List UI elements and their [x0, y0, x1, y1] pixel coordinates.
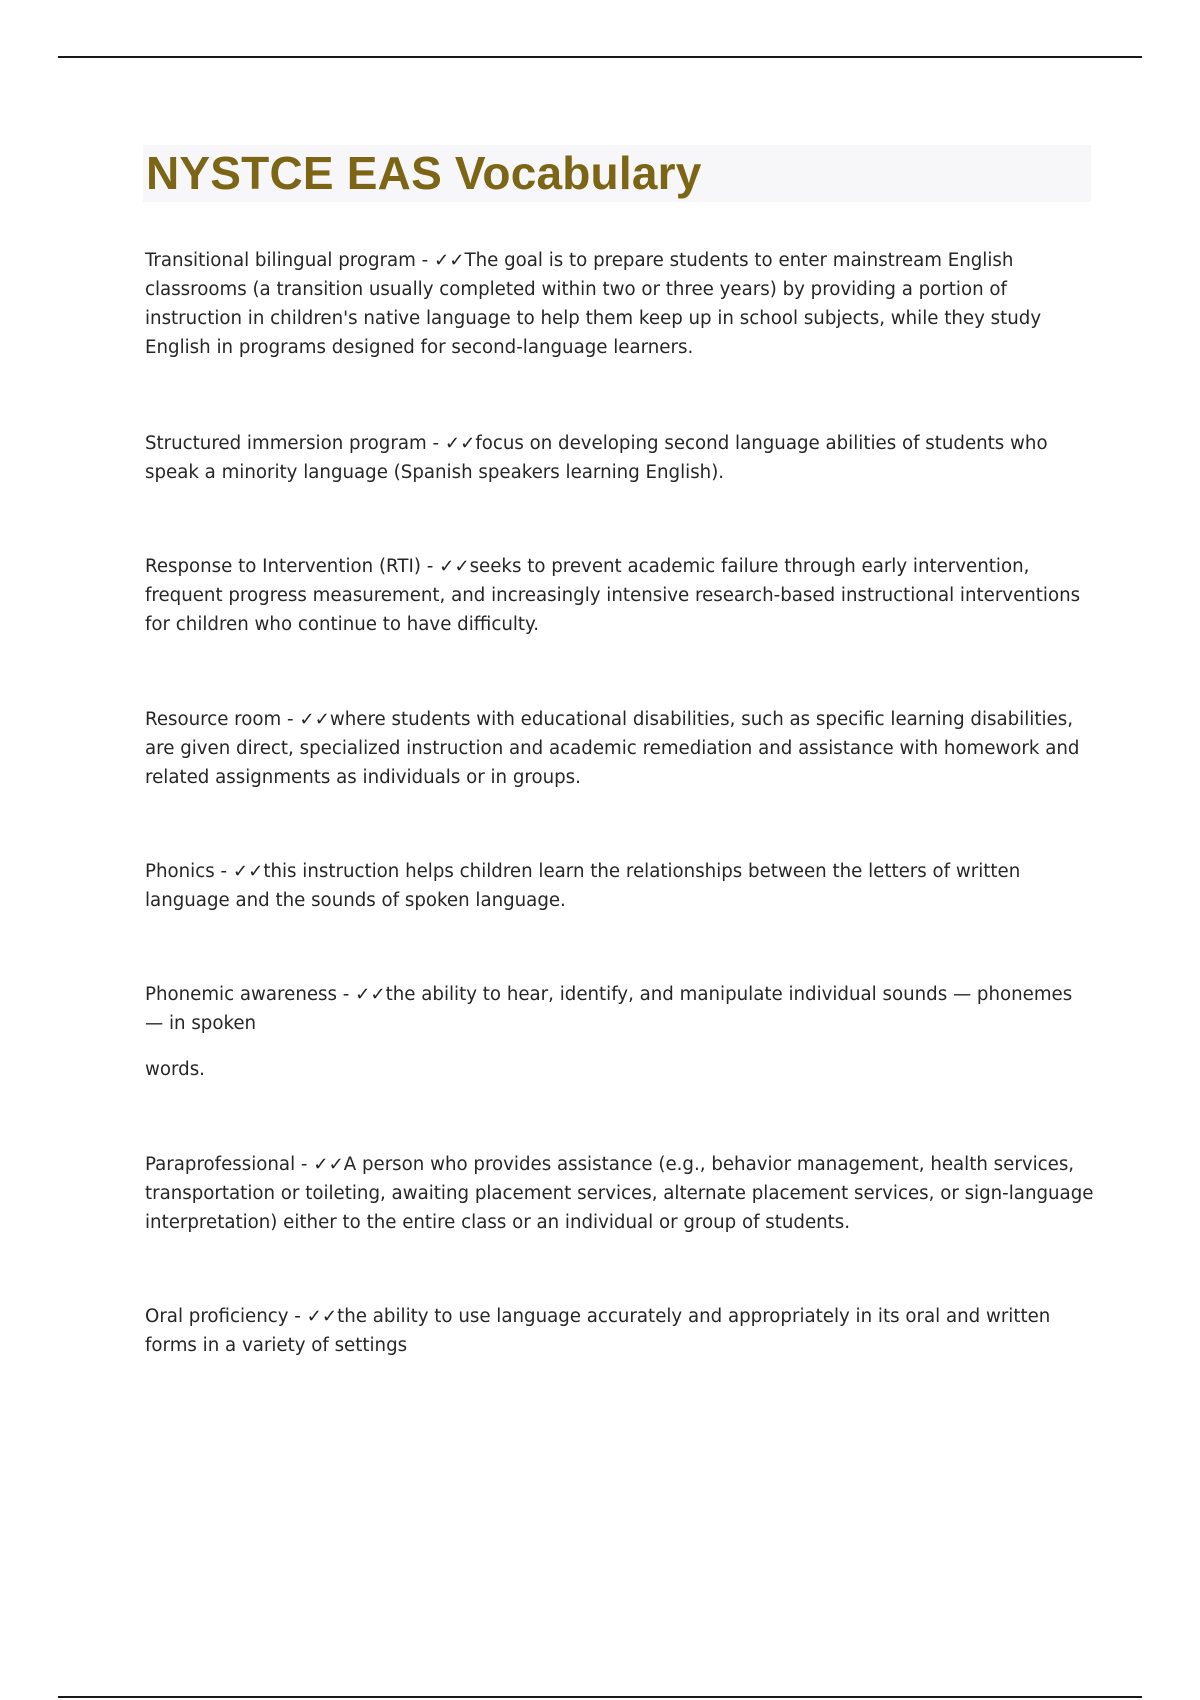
entry-transitional-bilingual-program: [145, 246, 1095, 362]
entry-paraprofessional: [145, 1150, 1095, 1237]
entry-response-to-intervention: [145, 552, 1095, 639]
check-mark-icon: ✓✓: [306, 1306, 338, 1327]
entry-separator: -: [281, 709, 300, 730]
entry-term: Paraprofessional: [145, 1154, 296, 1175]
entry-phonemic-awareness: [145, 980, 1095, 1038]
entry-phonics: [145, 857, 1095, 915]
entry-definition: the ability to use language accurately and appropriately in its oral and written forms in a variety of settings: [145, 1306, 1051, 1356]
entry-separator: -: [415, 250, 434, 271]
entry-continuation: words.: [145, 1059, 205, 1080]
check-mark-icon: ✓✓: [313, 1154, 344, 1175]
entry-structured-immersion-program: [145, 429, 1095, 487]
entry-term: Structured immersion program: [145, 433, 427, 454]
entry-separator: -: [426, 433, 445, 454]
entry-definition: seeks to prevent academic failure through early intervention, frequent progress measurement, and increasingly intensive research-based instructional interventions for children who continue to have difficulty.: [145, 556, 1081, 635]
entry-term: Response to Intervention (RTI): [145, 556, 421, 577]
entry-term: Resource room: [145, 709, 282, 730]
entry-separator: -: [214, 861, 233, 882]
top-rule: [58, 56, 1142, 58]
entry-separator: -: [288, 1306, 307, 1327]
entry-term: Transitional bilingual program: [145, 250, 416, 271]
entry-separator: -: [337, 984, 356, 1005]
bottom-rule: [58, 1696, 1142, 1698]
entry-term: Oral proficiency: [145, 1306, 289, 1327]
check-mark-icon: ✓✓: [439, 556, 470, 577]
entry-oral-proficiency: [145, 1302, 1095, 1360]
entry-definition: where students with educational disabilities, such as specific learning disabilities, are given direct, specialized instruction and academic remediation and assistance with homework and related assignments as individuals or in groups.: [145, 709, 1080, 788]
page-title: NYSTCE EAS Vocabulary: [146, 147, 702, 199]
entry-term: Phonics: [145, 861, 215, 882]
check-mark-icon: ✓✓: [434, 250, 465, 271]
entry-separator: -: [420, 556, 440, 577]
check-mark-icon: ✓✓: [444, 433, 476, 454]
entry-definition: this instruction helps children learn the relationships between the letters of written language and the sounds of spoken language.: [145, 861, 1021, 911]
check-mark-icon: ✓✓: [355, 984, 386, 1005]
entry-definition: focus on developing second language abilities of students who speak a minority language (Spanish speakers learning English).: [145, 433, 1048, 483]
check-mark-icon: ✓✓: [299, 709, 330, 730]
entry-resource-room: [145, 705, 1095, 792]
entry-definition: The goal is to prepare students to enter mainstream English classrooms (a transition usually completed within two or three years) by providing a portion of instruction in children's native language to help them keep up in school subjects, while they study English in programs designed for second-language learners.: [145, 250, 1042, 358]
entry-definition: the ability to hear, identify, and manipulate individual sounds — phonemes — in spoken: [145, 984, 1073, 1034]
entry-separator: -: [295, 1154, 314, 1175]
entry-definition: A person who provides assistance (e.g., behavior management, health services, transportation or toileting, awaiting placement services, alternate placement services, or sign-language interpretation) either to the entire class or an individual or group of students.: [145, 1154, 1094, 1233]
entry-term: Phonemic awareness: [145, 984, 337, 1005]
check-mark-icon: ✓✓: [232, 861, 264, 882]
